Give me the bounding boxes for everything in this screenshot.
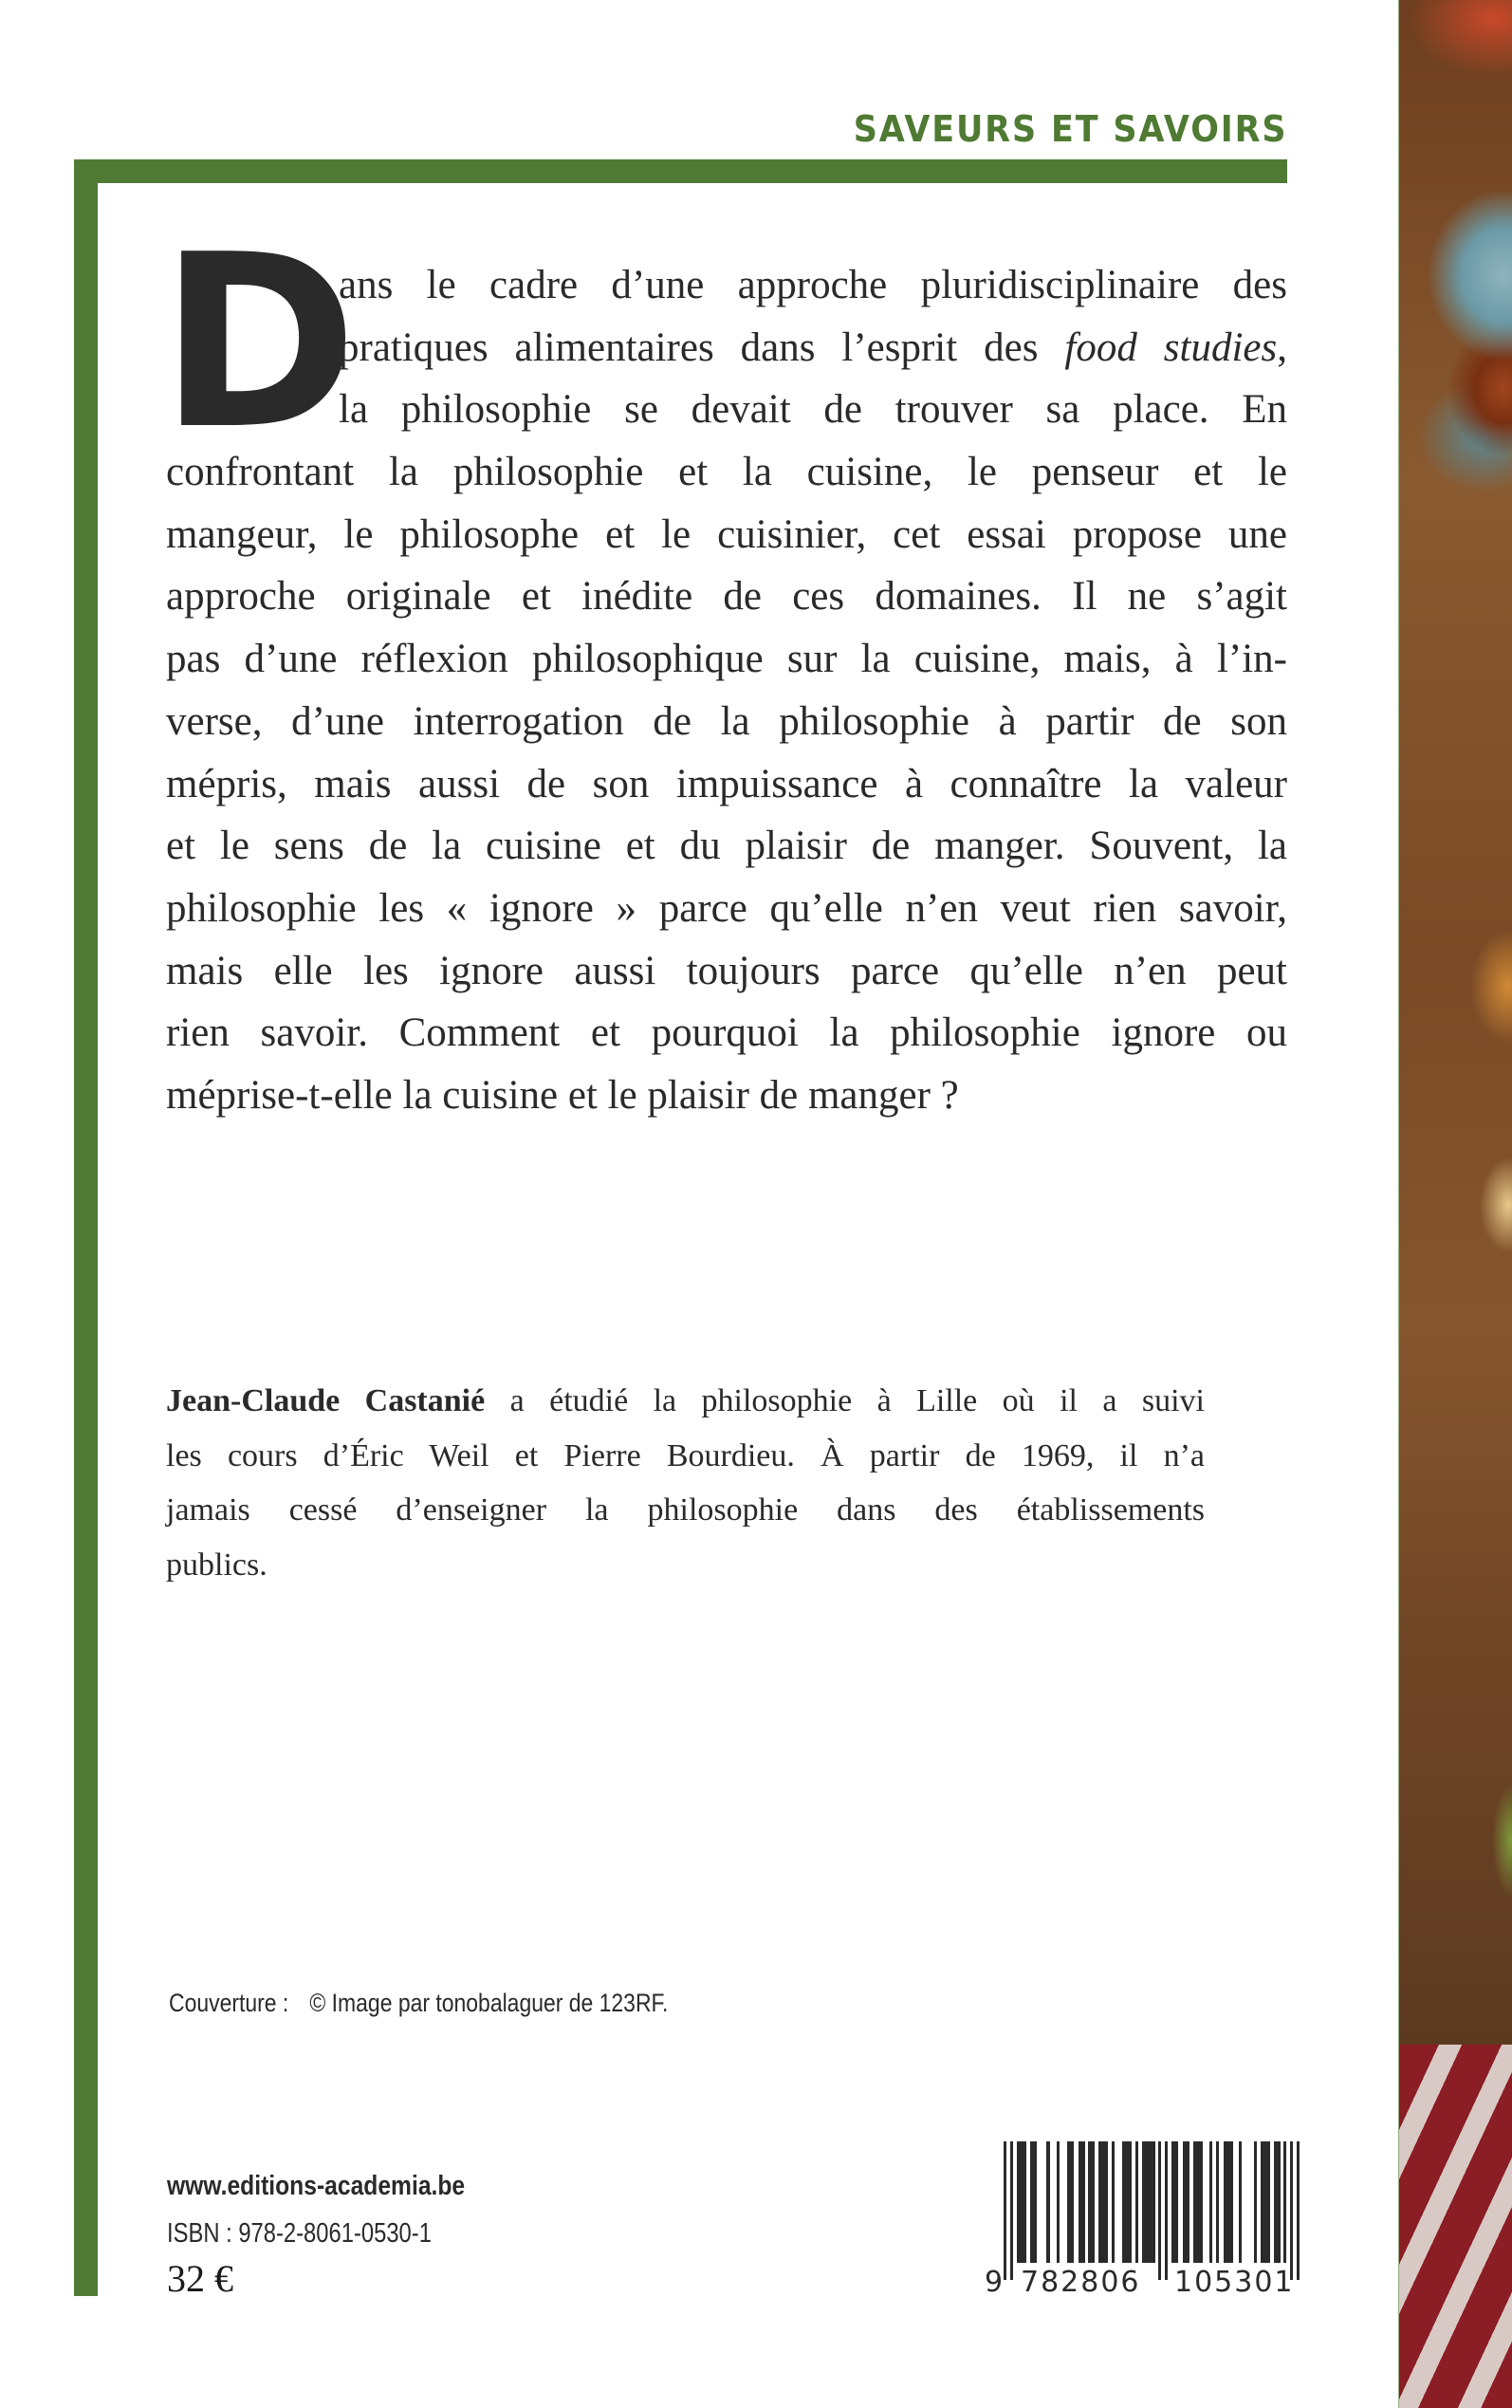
isbn: ISBN : 978-2-8061-0530-1 bbox=[167, 2218, 432, 2249]
series-title: SAVEURS ET SAVOIRS bbox=[853, 108, 1287, 150]
green-frame-top-bar bbox=[74, 159, 1287, 183]
blurb-line: rien savoir. Comment et pourquoi la philosophie ignore ou bbox=[166, 1010, 1287, 1056]
barcode-digits-left: 782806 bbox=[1021, 2266, 1141, 2299]
cover-credit-label: Couverture : bbox=[169, 1989, 289, 2017]
cover-credit bbox=[169, 1989, 668, 2018]
blurb-line: ans le cadre d’une approche pluridisciplinaire des bbox=[339, 263, 1287, 307]
publisher-website-link[interactable]: www.editions-academia.be bbox=[167, 2171, 466, 2201]
drop-cap: D bbox=[159, 204, 359, 482]
blurb-line: méprise-t-elle la cuisine et le plaisir de manger ? bbox=[166, 1072, 959, 1118]
blurb-line: mépris, mais aussi de son impuissance à connaître la valeur bbox=[166, 761, 1287, 806]
bio-line: les cours d’Éric Weil et Pierre Bourdieu. À partir de 1969, il n’a bbox=[166, 1437, 1205, 1473]
blurb-line: verse, d’une interrogation de la philosophie à partir de son bbox=[166, 698, 1287, 744]
bio-line bbox=[166, 1374, 1205, 1429]
barcode-digits-right: 105301 bbox=[1174, 2266, 1295, 2299]
blurb-line: mangeur, le philosophe et le cuisinier, cet essai propose une bbox=[166, 511, 1287, 557]
blurb-line: confrontant la philosophie et la cuisine, le penseur et le bbox=[166, 450, 1287, 495]
blurb-paragraph bbox=[166, 254, 1287, 1127]
bio-line: jamais cessé d’enseigner la philosophie dans des établissements bbox=[166, 1492, 1205, 1528]
cover-credit-text: © Image par tonobalaguer de 123RF. bbox=[309, 1989, 669, 2017]
price: 32 € bbox=[167, 2257, 233, 2300]
blurb-text: , bbox=[1277, 324, 1287, 370]
blurb-line: philosophie les « ignore » parce qu’elle n’en veut rien savoir, bbox=[166, 885, 1287, 931]
isbn-barcode bbox=[958, 2135, 1300, 2306]
blurb-line bbox=[166, 317, 1287, 380]
cover-photo-strip bbox=[1399, 0, 1512, 2408]
green-frame-left-bar bbox=[74, 159, 98, 2296]
italic-term: food studies bbox=[1064, 324, 1278, 370]
author-name: Jean-Claude Castanié bbox=[166, 1383, 486, 1418]
blurb-line: mais elle les ignore aussi toujours parce qu’elle n’en peut bbox=[166, 948, 1287, 993]
bio-text: a étudié la philosophie à Lille où il a suivi bbox=[485, 1383, 1205, 1418]
bio-line: publics. bbox=[166, 1547, 267, 1583]
blurb-line: pas d’une réflexion philosophique sur la cuisine, mais, à l’in- bbox=[166, 637, 1287, 682]
blurb-text: pratiques alimentaires dans l’esprit des bbox=[339, 324, 1065, 370]
blurb-line: la philosophie se devait de trouver sa place. En bbox=[339, 387, 1287, 433]
photo-strip-edge bbox=[1398, 0, 1399, 2408]
blurb-line: approche originale et inédite de ces domaines. Il ne s’agit bbox=[166, 574, 1287, 620]
blurb-line: et le sens de la cuisine et du plaisir de manger. Souvent, la bbox=[166, 824, 1287, 869]
barcode-digit-first: 9 bbox=[985, 2266, 1004, 2299]
author-bio bbox=[166, 1374, 1205, 1592]
